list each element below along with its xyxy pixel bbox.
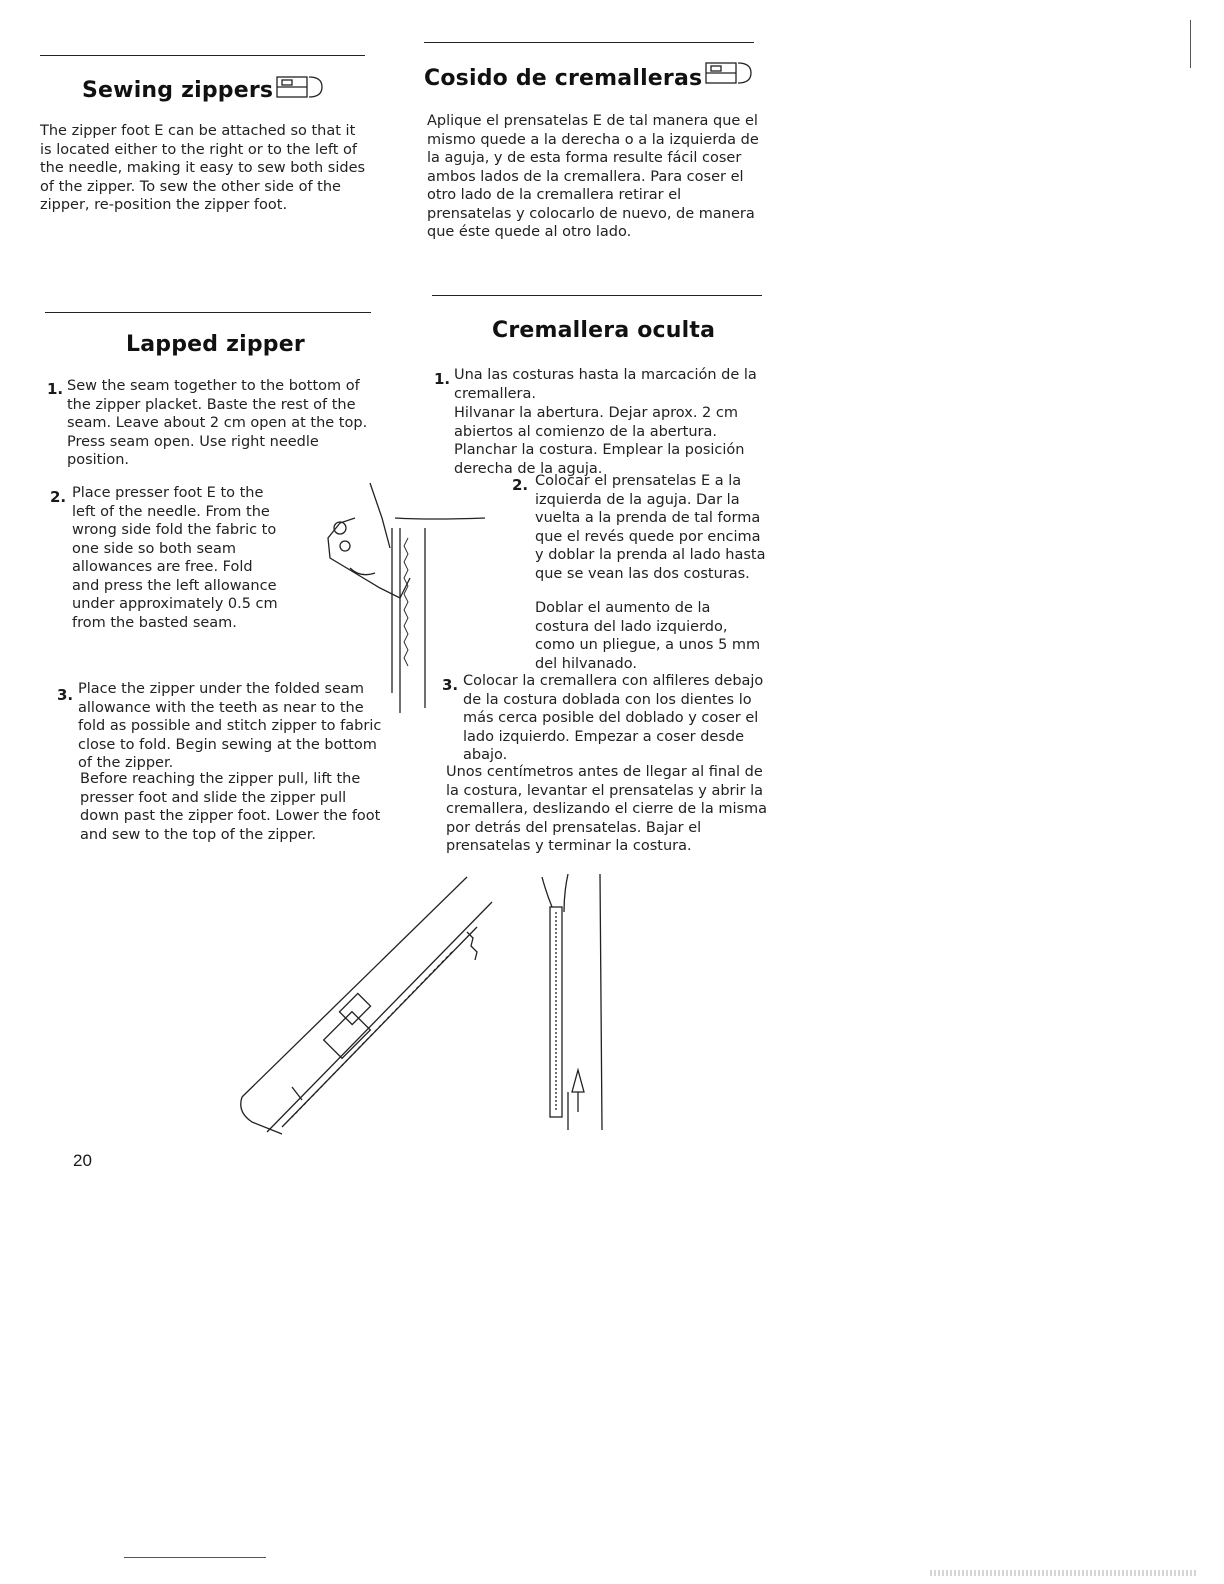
page-number: 20: [73, 1151, 92, 1170]
step-text-continued: Hilvanar la abertura. Dejar aprox. 2 cm abiertos al comienzo de la abertura. Planchar la costura. Emplear la posición derecha de la aguja.: [454, 405, 745, 477]
zipper-foot-icon: [703, 60, 757, 86]
step-number: 1.: [434, 370, 451, 388]
sewing-zippers-title: Sewing zippers: [82, 78, 274, 103]
zipper-sewing-illustration: [222, 872, 502, 1147]
scan-artifact-edge: [1190, 20, 1191, 68]
section-rule: [432, 295, 762, 296]
step-text: Place presser foot E to the left of the needle. From the wrong side fold the fabric to one side so both seam allowances are free. Fold and press the left allowance under approximately 0.5 cm from the basted seam.: [72, 485, 278, 631]
step-number: 3.: [57, 686, 74, 704]
section-rule: [40, 55, 365, 56]
scan-artifact-edge: [930, 1570, 1196, 1576]
oculta-title: Cremallera oculta: [492, 318, 716, 343]
step-text-continued: Doblar el aumento de la costura del lado izquierdo, como un pliegue, a unos 5 mm del hilvanado.: [535, 600, 761, 672]
step-text: Colocar la cremallera con alfileres debajo de la costura doblada con los dientes lo más cerca posible del doblado y coser el lado izquierdo. Empezar a coser desde abajo.: [463, 673, 764, 763]
presser-foot-illustration: [300, 478, 490, 718]
step-number: 2.: [50, 488, 67, 506]
sewing-zippers-body: The zipper foot E can be attached so that it is located either to the right or to the left of the needle, making it easy to sew both sides of the zipper. To sew the other side of the zipper, re-position the zipper foot.: [40, 123, 366, 213]
cosido-title: Cosido de cremalleras: [424, 66, 703, 91]
section-rule: [45, 312, 371, 313]
step-text: Una las costuras hasta la marcación de la cremallera.: [454, 367, 757, 402]
step-text-continued: Before reaching the zipper pull, lift the presser foot and slide the zipper pull down past the zipper foot. Lower the foot and sew to the top of the zipper.: [80, 771, 381, 843]
closing-text: Unos centímetros antes de llegar al final de la costura, levantar el prensatelas y abrir la cremallera, deslizando el cierre de la misma por detrás del prensatelas. Bajar el prensatelas y terminar la costura.: [446, 764, 768, 854]
cosido-body: Aplique el prensatelas E de tal manera que el mismo quede a la derecha o a la izquierda de la aguja, y de esta forma resulte fácil coser ambos lados de la cremallera. Para coser el otro lado de la cremallera retirar el prensatelas y colocarlo de nuevo, de manera que éste quede al otro lado.: [427, 113, 759, 240]
step-text: Sew the seam together to the bottom of the zipper placket. Baste the rest of the seam. Leave about 2 cm open at the top. Press seam open. Use right needle position.: [67, 378, 368, 468]
scan-artifact-line: [124, 1557, 266, 1558]
zipper-foot-icon: [274, 74, 328, 100]
step-number: 3.: [442, 676, 459, 694]
zipper-vertical-illustration: [532, 872, 612, 1137]
step-text: Colocar el prensatelas E a la izquierda de la aguja. Dar la vuelta a la prenda de tal forma que el revés quede por encima y doblar la prenda al lado hasta que se vean las dos costuras.: [535, 473, 766, 582]
lapped-zipper-title: Lapped zipper: [126, 332, 305, 357]
step-number: 1.: [47, 380, 64, 398]
step-number: 2.: [512, 476, 529, 494]
step-text: Place the zipper under the folded seam allowance with the teeth as near to the fold as possible and stitch zipper to fabric close to fold. Begin sewing at the bottom of the zipper.: [78, 681, 382, 771]
section-rule: [424, 42, 754, 43]
